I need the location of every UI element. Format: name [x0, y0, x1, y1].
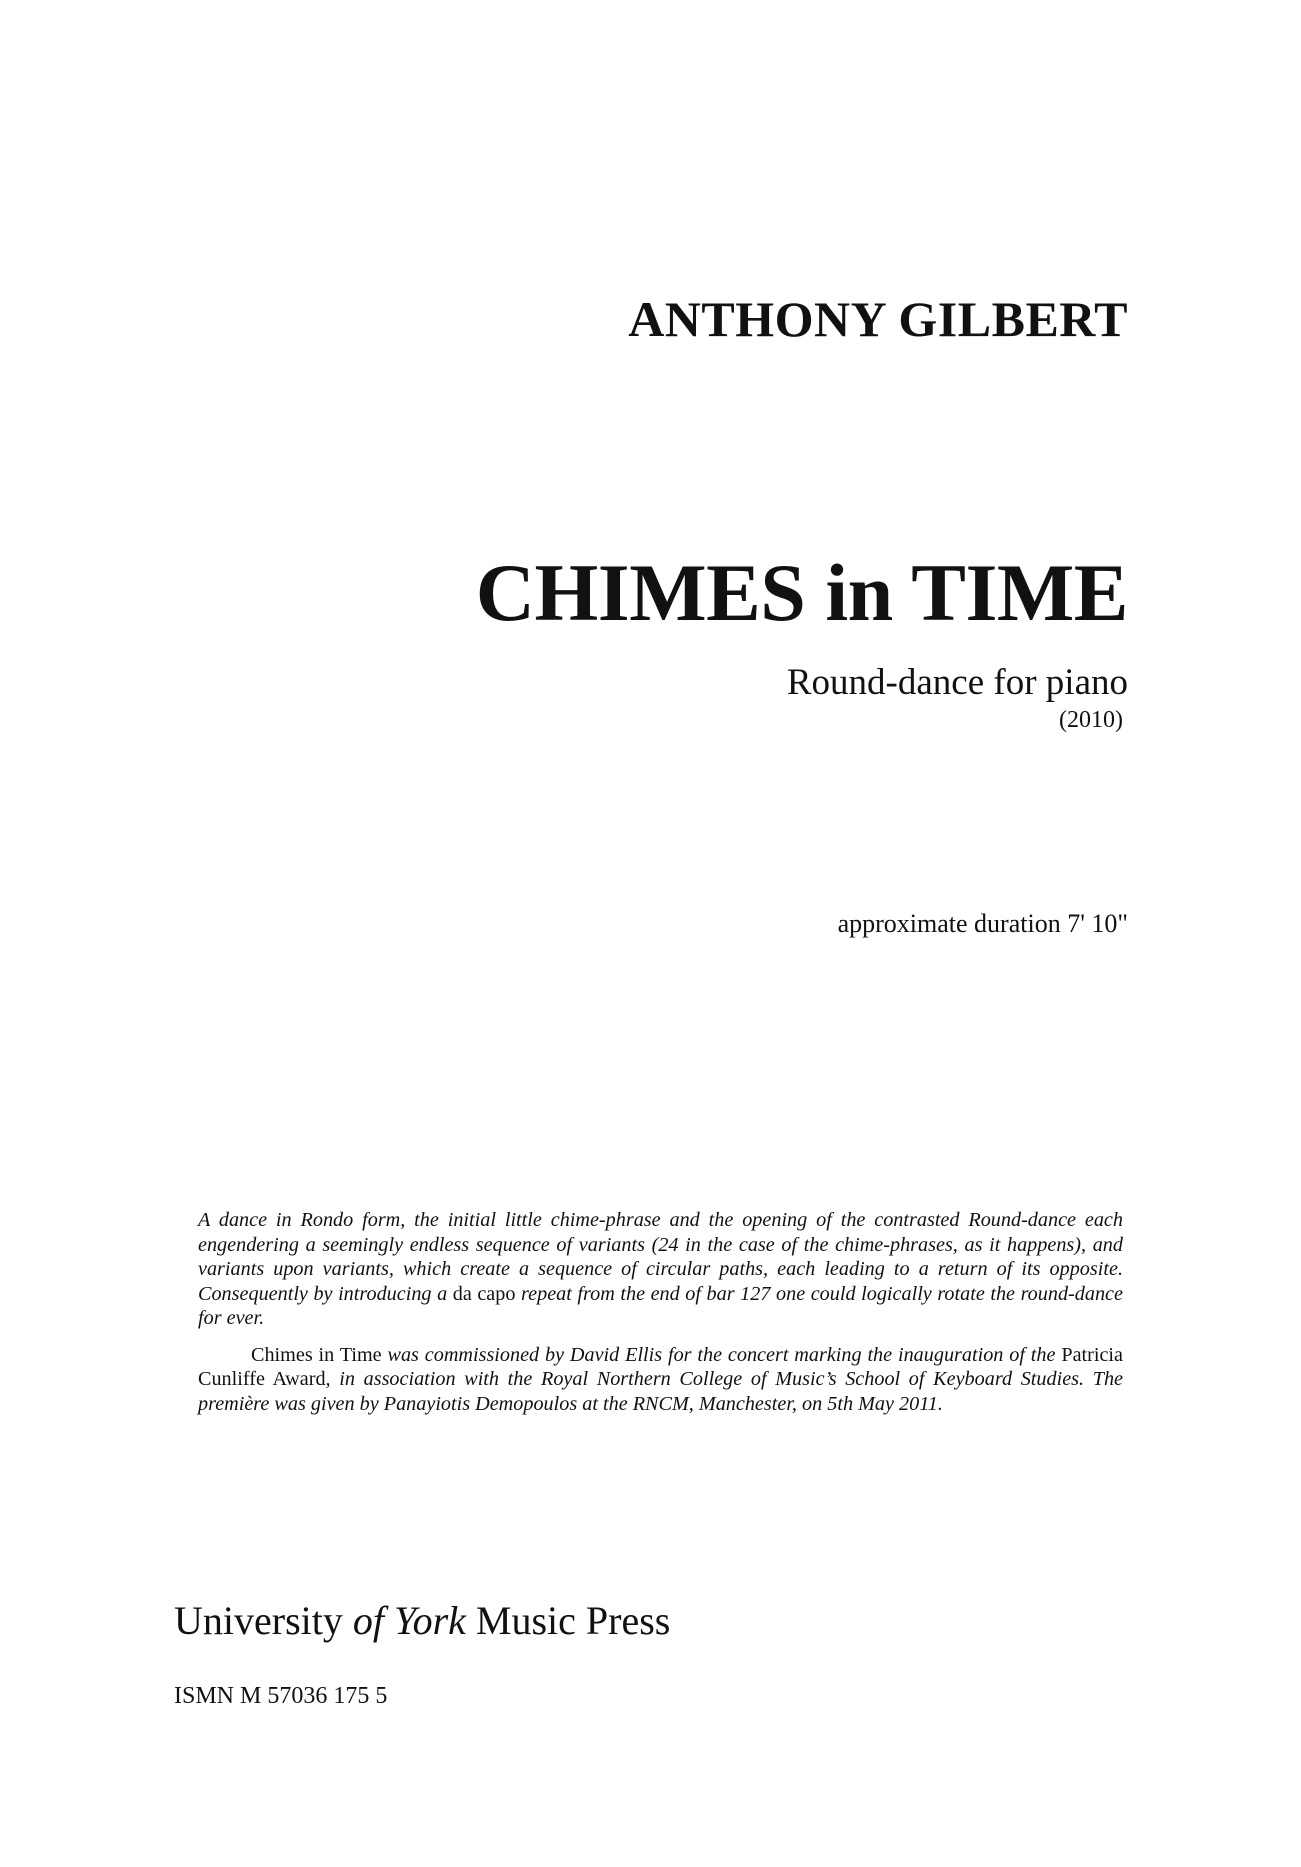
note-work-title: Chimes in Time	[251, 1343, 382, 1366]
note-text: repeat from the end of bar 127 one could logically rotate the round-dance for ever.	[198, 1282, 1123, 1329]
composer-name: ANTHONY GILBERT	[628, 291, 1128, 347]
publisher-text: University	[174, 1598, 353, 1643]
note-text: , in association with the Royal Northern College of Music’s School of Keyboard Studies. The première was given by Panayiotis Demopoulos at the RNCM, Manchester, on 5th May 2011.	[198, 1368, 1123, 1415]
programme-note-paragraph-1	[198, 1208, 1123, 1331]
work-title: CHIMES in TIME	[475, 547, 1128, 638]
publisher-text-italic: of York	[352, 1598, 466, 1643]
work-subtitle: Round-dance for piano	[786, 662, 1128, 703]
note-text: A dance in Rondo form, the initial little chime-phrase and the opening of the contrasted Round-dance each engendering a seemingly endless sequence of variants (24 in the case of the chime-phrases, as it happens), and variants upon variants, which create a sequence of circular paths, each leading to a return of its opposite. Consequently by introducing a	[198, 1209, 1123, 1305]
note-term-da-capo: da capo	[452, 1282, 516, 1305]
composition-year: (2010)	[1059, 707, 1123, 733]
programme-notes	[198, 1208, 1123, 1416]
ismn-number: ISMN M 57036 175 5	[174, 1683, 388, 1709]
publisher-text: Music Press	[465, 1598, 671, 1643]
publisher-name	[174, 1597, 670, 1644]
note-text: was commissioned by David Ellis for the concert marking the inauguration of the	[381, 1343, 1062, 1366]
programme-note-paragraph-2	[198, 1343, 1123, 1417]
note-award-name: Patricia Cunliffe Award	[198, 1343, 1124, 1390]
duration-note: approximate duration 7' 10"	[837, 909, 1128, 938]
